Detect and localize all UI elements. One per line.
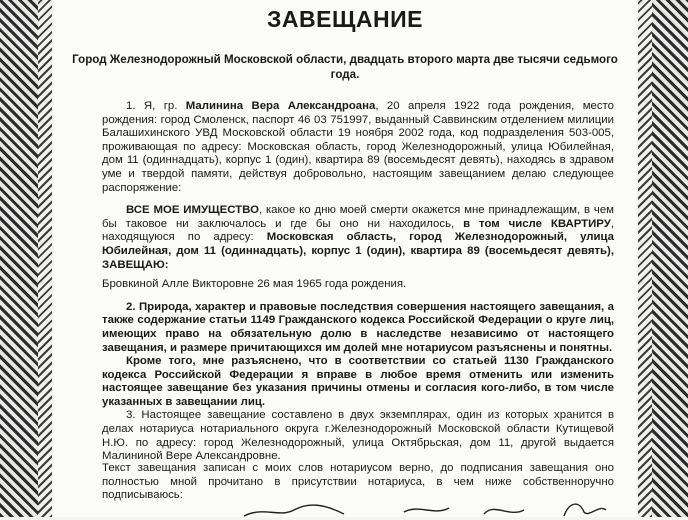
document-title: ЗАВЕЩАНИЕ (267, 6, 423, 32)
document-body (102, 100, 614, 464)
document-heading: Город Железнодорожный Московской области, двадцать второго марта две тысячи седьмого года. (72, 53, 618, 81)
paragraph-copies: 3. Настоящее завещание составлено в двух экземплярах, один из которых хранится в делах нотариуса нотариального округа г.Железнодорожный Московской области Кутищевой Н.Ю. по адресу: город Железнодорожный, улица Октябрьская, дом 11, другой выдается Малининой Вере Александровне. (102, 409, 614, 463)
property-text-2: , находящуюся по адресу: (102, 217, 615, 244)
testator-name: Малинина Вера Александроана (185, 100, 376, 112)
heir-line: Бровкиной Алле Викторовне 26 мая 1965 года рождения. (102, 278, 407, 291)
paragraph-property (102, 204, 614, 272)
para1-prefix: 1. Я, гр. (126, 100, 186, 112)
notary-footer: Текст завещания записан с моих слов нотариусом верно, до подписания завещания оно полностью мной прочитано в присутствии нотариуса, в чем ниже собственноручно подписываюсь: (102, 462, 614, 502)
property-lead: ВСЕ МОЕ ИМУЩЕСТВО (126, 204, 259, 217)
paragraph-legal-consequences: 2. Природа, характер и правовые последствия совершения настоящего завещания, а также содержание статьи 1149 Гражданского кодекса Российской Федерации о круге лиц, имеющих право на обязательную долю в наследстве независимо от настоящего завещания, и размере причитающихся им долей мне нотариусом разъяснены и понятны. (102, 300, 614, 354)
property-address: Московская область, город Железнодорожный, улица Юбилейная, дом 11 (одиннадцать), корпус 1 (один), квартира 89 (восемьдесят девять), ЗАВЕЩАЮ: (102, 231, 614, 271)
document-sheet (54, 0, 636, 517)
decorative-border-right (638, 0, 688, 517)
property-text-1: , какое ко дню моей смерти окажется мне принадлежащим, в чем бы таковое ни заключалось и где бы оно ни находилось, (102, 204, 614, 230)
decorative-border-left (0, 0, 52, 517)
paragraph-revocation-right: Кроме того, мне разъяснено, что в соответствии со статьей 1130 Гражданского кодекса Российской Федерации я вправе в любое время отменить или изменить настоящее завещание без указания причины отмены и согласия кого-либо, в том числе указанных в завещании лиц. (102, 355, 614, 408)
paragraph-testator (102, 100, 614, 195)
property-bold-1: в том числе КВАРТИРУ (463, 217, 611, 230)
para1-text: , 20 апреля 1922 года рождения, место рождения: город Смоленск, паспорт 46 03 751997, выданный Саввинским отделением милиции Балашихинского УВД Московской области 19 ноября 2002 года, код подразделения 503-005, проживающая по адресу: Московская область, город Железнодорожный, улица Юбилейная, дом 11 (одиннадцать), корпус 1 (один), квартира 89 (восемьдесят девять), находясь в здравом уме и твердой памяти, действуя добровольно, настоящим завещанием делаю следующее распоряжение: (102, 100, 614, 194)
